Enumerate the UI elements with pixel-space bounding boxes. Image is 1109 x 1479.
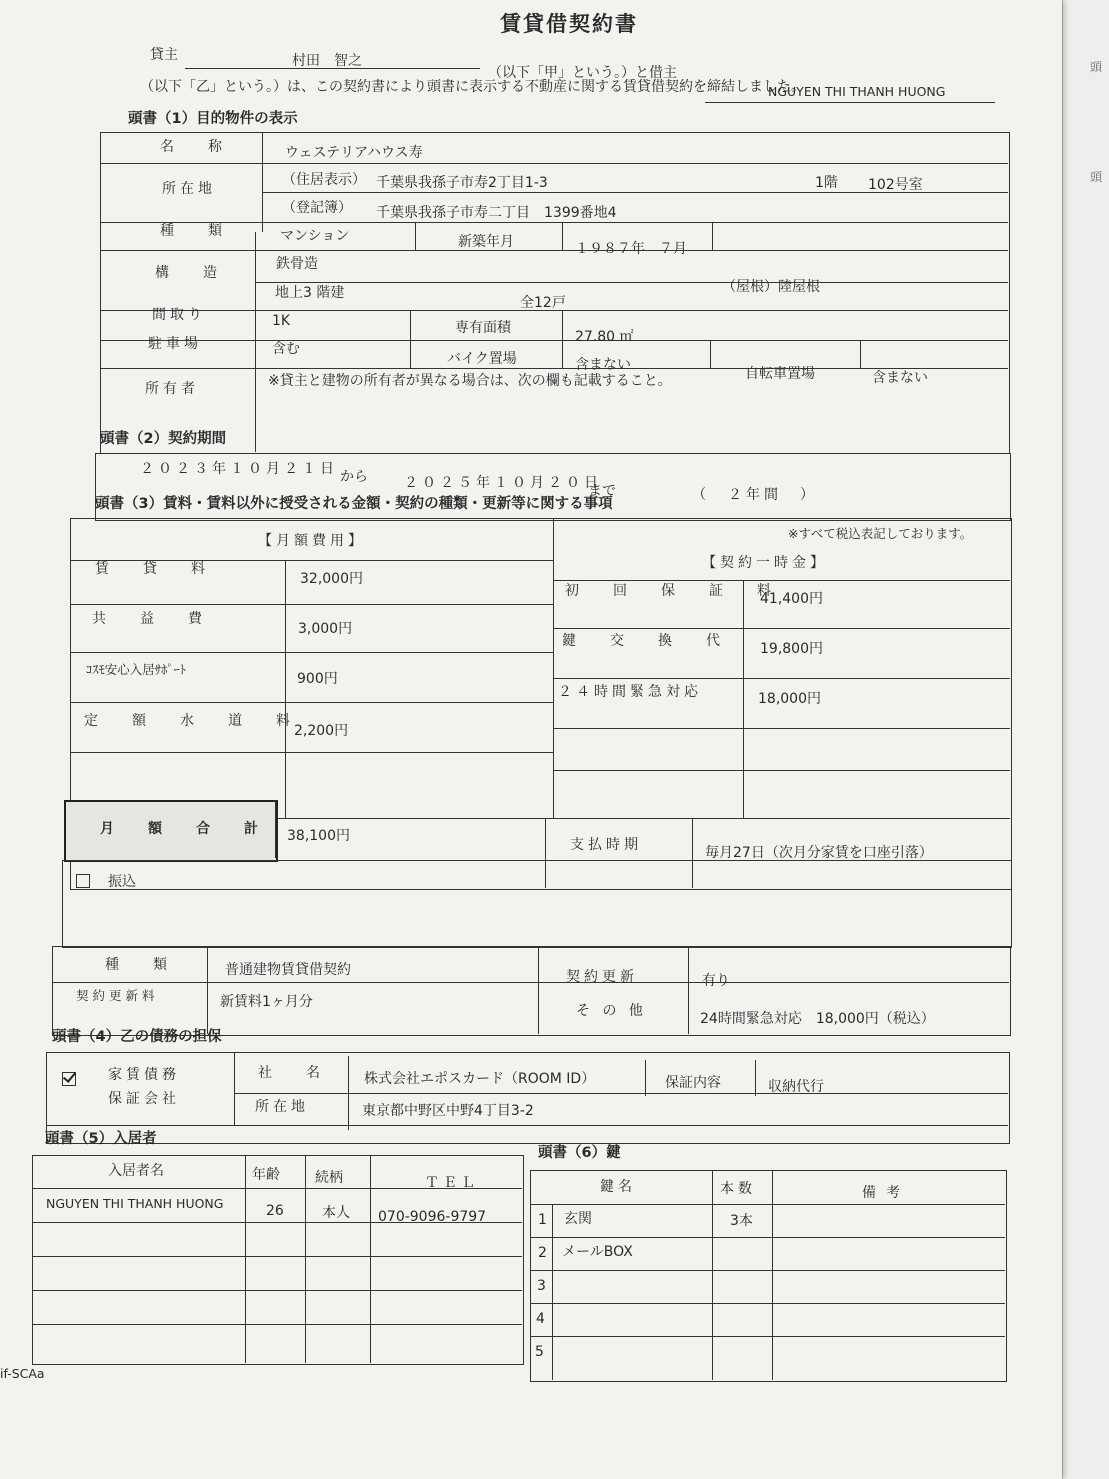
resident-header-relation: 続柄 bbox=[315, 1170, 343, 1186]
fee-label: 共 益 費 bbox=[92, 611, 212, 627]
fee-label: 定 額 水 道 料 bbox=[84, 713, 300, 729]
onetime-header: 【契約一時金】 bbox=[702, 555, 828, 571]
resident-relation: 本人 bbox=[322, 1205, 350, 1221]
bicycle-value: 含まない bbox=[872, 370, 928, 386]
fee-label: 賃 貸 料 bbox=[95, 561, 215, 577]
guarantor-label: 家賃債務 bbox=[108, 1067, 180, 1083]
parking-value: 含む bbox=[272, 341, 300, 357]
key-row-number: 5 bbox=[535, 1344, 544, 1360]
borrower-underline bbox=[705, 102, 995, 103]
address-value: 東京都中野区中野4丁目3-2 bbox=[362, 1103, 534, 1119]
other-value: 24時間緊急対応 18,000円（税込） bbox=[700, 1011, 935, 1027]
company-value: 株式会社エポスカード（ROOM ID） bbox=[364, 1071, 596, 1087]
borrower-name: NGUYEN THI THANH HUONG bbox=[768, 84, 946, 99]
period-start: ２０２３年１０月２１日 bbox=[140, 461, 338, 477]
section-4-heading: 頭書（4）乙の債務の担保 bbox=[52, 1029, 222, 1045]
parking-label: 駐車場 bbox=[148, 336, 202, 352]
resident-header-name: 入居者名 bbox=[108, 1163, 164, 1179]
monthly-header: 【月額費用】 bbox=[258, 533, 366, 549]
contract-intro: （以下「乙」という。）は、この契約書により頭書に表示する不動産に関する賃貸借契約を締結しました。 bbox=[140, 79, 805, 95]
guarantor-checkbox[interactable] bbox=[62, 1072, 76, 1086]
type-label: 種 類 bbox=[160, 223, 232, 239]
layout-label: 間取り bbox=[152, 307, 206, 323]
key-count: 3本 bbox=[730, 1213, 753, 1229]
keys-table bbox=[530, 1170, 1007, 1382]
fee-value: 900円 bbox=[297, 671, 338, 687]
guarantee-value: 収納代行 bbox=[768, 1079, 824, 1095]
key-row-number: 2 bbox=[538, 1245, 547, 1261]
bike-label: バイク置場 bbox=[447, 351, 517, 367]
location-label: 所在地 bbox=[162, 181, 216, 197]
resident-header-age: 年齢 bbox=[252, 1167, 280, 1183]
owner-label: 所有者 bbox=[145, 381, 199, 397]
owner-note: ※貸主と建物の所有者が異なる場合は、次の欄も記載すること。 bbox=[268, 373, 672, 389]
fee-value: 32,000円 bbox=[300, 571, 363, 587]
renewal-fee-label: 契約更新料 bbox=[76, 988, 159, 1003]
period-end: ２０２５年１０月２０日 bbox=[404, 475, 602, 491]
section-5-heading: 頭書（5）入居者 bbox=[45, 1131, 157, 1147]
room-number: 102号室 bbox=[868, 177, 923, 193]
transfer-box bbox=[62, 860, 1012, 948]
renewal-label: 契約更新 bbox=[566, 969, 638, 985]
key-row-number: 4 bbox=[536, 1311, 545, 1327]
background-page-mark: 頭 bbox=[1090, 60, 1103, 74]
registry-label: （登記簿） bbox=[282, 200, 352, 216]
total-value: 38,100円 bbox=[287, 828, 350, 844]
company-label: 社 名 bbox=[258, 1065, 330, 1081]
period-until: まで bbox=[588, 483, 616, 499]
section-1-heading: 頭書（1）目的物件の表示 bbox=[128, 111, 298, 127]
resident-name: NGUYEN THI THANH HUONG bbox=[46, 1196, 224, 1211]
area-label: 専有面積 bbox=[455, 320, 511, 336]
key-name: メールBOX bbox=[562, 1244, 633, 1260]
renewal-value: 有り bbox=[702, 973, 730, 989]
lender-suffix: （以下「甲」という。）と借主 bbox=[488, 65, 677, 81]
footer-code: if-SCAa bbox=[0, 1366, 45, 1381]
background-page-mark: 頭 bbox=[1090, 170, 1103, 184]
address-label: 所在地 bbox=[255, 1099, 309, 1115]
property-name: ウェステリアハウス寿 bbox=[285, 145, 423, 161]
floor-number: 1階 bbox=[815, 175, 838, 191]
residence-address: 千葉県我孫子市寿2丁目1-3 bbox=[376, 175, 548, 191]
payment-value: 毎月27日（次月分家賃を口座引落） bbox=[705, 845, 933, 861]
onetime-label: 初 回 保 証 料 bbox=[565, 583, 781, 599]
key-row-number: 1 bbox=[538, 1212, 547, 1228]
lender-name: 村田 智之 bbox=[292, 53, 362, 69]
resident-tel: 070-9096-9797 bbox=[378, 1209, 487, 1225]
keys-header-notes: 備考 bbox=[862, 1185, 910, 1201]
contract-type-value: 普通建物賃貸借契約 bbox=[225, 962, 351, 978]
floors-value: 地上3 階建 bbox=[275, 285, 345, 301]
built-date: １９８７年 ７月 bbox=[575, 241, 687, 257]
area-value: 27.80 ㎡ bbox=[575, 329, 634, 345]
other-label: そ の 他 bbox=[576, 1003, 647, 1019]
total-label: 月 額 合 計 bbox=[100, 821, 268, 837]
property-type: マンション bbox=[280, 228, 350, 244]
guarantor-label: 保証会社 bbox=[108, 1091, 180, 1107]
layout-value: 1K bbox=[272, 313, 291, 329]
section-3-heading: 頭書（3）賃料・賃料以外に授受される金額・契約の種類・更新等に関する事項 bbox=[95, 496, 613, 512]
resident-header-tel: ＴＥＬ bbox=[425, 1175, 479, 1191]
key-row-number: 3 bbox=[537, 1278, 546, 1294]
transfer-label: 振込 bbox=[108, 874, 136, 890]
units-value: 全12戸 bbox=[520, 295, 566, 311]
period-from: から bbox=[340, 469, 368, 485]
section-2-heading: 頭書（2）契約期間 bbox=[100, 431, 227, 447]
bike-value: 含まない bbox=[575, 357, 631, 373]
structure-value: 鉄骨造 bbox=[276, 256, 318, 272]
lender-label: 貸主 bbox=[150, 47, 178, 63]
transfer-checkbox[interactable] bbox=[76, 874, 90, 888]
fee-label: ｺｽﾓ安心入居ｻﾎﾟｰﾄ bbox=[86, 662, 187, 677]
key-name: 玄関 bbox=[564, 1211, 592, 1227]
fee-value: 2,200円 bbox=[294, 723, 349, 739]
registry-address: 千葉県我孫子市寿二丁目 1399番地4 bbox=[376, 205, 617, 221]
onetime-value: 41,400円 bbox=[760, 591, 823, 607]
onetime-value: 19,800円 bbox=[760, 641, 823, 657]
guarantor-table bbox=[46, 1052, 1010, 1144]
contract-type-label: 種 類 bbox=[105, 957, 177, 973]
guarantee-label: 保証内容 bbox=[665, 1075, 721, 1091]
bicycle-label: 自転車置場 bbox=[745, 366, 815, 382]
built-label: 新築年月 bbox=[458, 234, 514, 250]
fee-value: 3,000円 bbox=[298, 621, 353, 637]
onetime-label: ２４時間緊急対応 bbox=[558, 684, 702, 700]
structure-label: 構 造 bbox=[155, 265, 227, 281]
period-duration: （ ２年間 ） bbox=[692, 487, 818, 503]
onetime-value: 18,000円 bbox=[758, 691, 821, 707]
residence-label: （住居表示） bbox=[282, 172, 366, 188]
payment-label: 支払時期 bbox=[570, 837, 642, 853]
section-6-heading: 頭書（6）鍵 bbox=[538, 1145, 621, 1161]
document-title: 賃貸借契約書 bbox=[500, 12, 638, 36]
renewal-fee-value: 新賃料1ヶ月分 bbox=[220, 994, 313, 1010]
background-page bbox=[1062, 0, 1109, 1479]
tax-note: ※すべて税込表記しております。 bbox=[788, 526, 973, 541]
onetime-label: 鍵 交 換 代 bbox=[562, 633, 730, 649]
keys-header-count: 本数 bbox=[720, 1181, 756, 1197]
name-label: 名 称 bbox=[160, 139, 232, 155]
keys-header-name: 鍵名 bbox=[600, 1179, 636, 1195]
resident-age: 26 bbox=[266, 1203, 284, 1219]
roof-value: （屋根）陸屋根 bbox=[722, 279, 820, 295]
